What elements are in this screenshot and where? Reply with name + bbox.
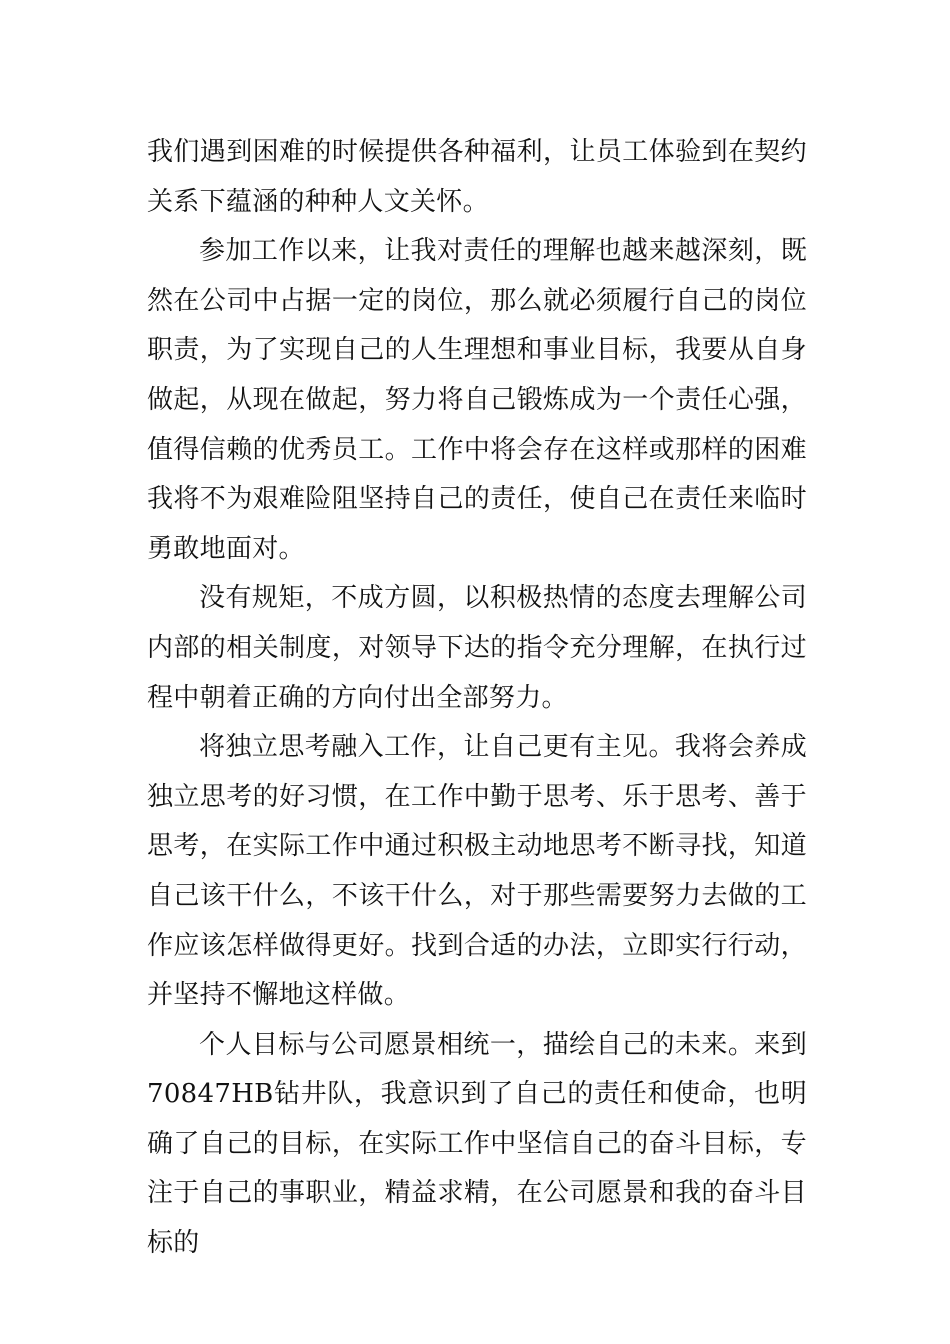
paragraph-2: 参加工作以来，让我对责任的理解也越来越深刻，既然在公司中占据一定的岗位，那么就必须履行自己的岗位职责，为了实现自己的人生理想和事业目标，我要从自身做起，从现在做起，努力将自己锻炼成为一个责任心强，值得信赖的优秀员工。工作中将会存在这样或那样的困难我将不为艰难险阻坚持自己的责任，使自己在责任来临时勇敢地面对。: [147, 236, 807, 564]
paragraph-3: 没有规矩，不成方圆，以积极热情的态度去理解公司内部的相关制度，对领导下达的指令充分理解，在执行过程中朝着正确的方向付出全部努力。: [147, 583, 807, 713]
paragraph-4: 将独立思考融入工作，让自己更有主见。我将会养成独立思考的好习惯，在工作中勤于思考、乐于思考、善于思考，在实际工作中通过积极主动地思考不断寻找，知道自己该干什么，不该干什么，对于那些需要努力去做的工作应该怎样做得更好。找到合适的办法，立即实行行动，并坚持不懈地这样做。: [147, 732, 807, 1011]
document-body: [147, 128, 807, 1269]
paragraph-5: 个人目标与公司愿景相统一，描绘自己的未来。来到70847HB钻井队，我意识到了自己的责任和使命，也明确了自己的目标，在实际工作中坚信自己的奋斗目标，专注于自己的事职业，精益求精，在公司愿景和我的奋斗目标的: [147, 1029, 807, 1259]
paragraph-1: 我们遇到困难的时候提供各种福利，让员工体验到在契约关系下蕴涵的种种人文关怀。: [147, 137, 807, 217]
